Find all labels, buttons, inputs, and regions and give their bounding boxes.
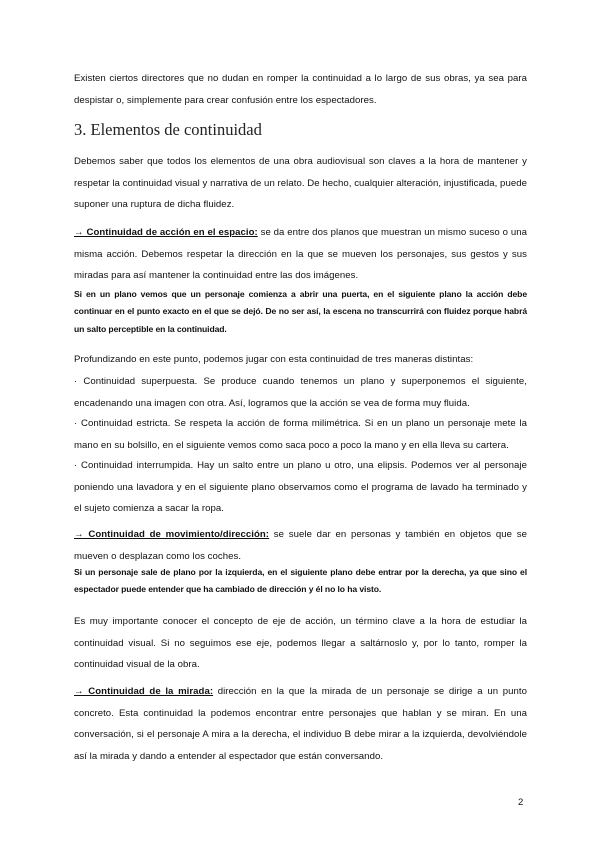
section-heading: 3. Elementos de continuidad <box>74 120 262 139</box>
space-continuity-lead: → Continuidad de acción en el espacio: <box>74 227 258 238</box>
space-continuity-example: Si en un plano vemos que un personaje comienza a abrir una puerta, en el siguiente plano la acción debe continuar en el punto exacto en el que se dejó. De no ser así, la escena no transcurrirá con fluidez porque habrá un salto perceptible en la continuidad. <box>74 289 527 334</box>
movement-continuity-lead: → Continuidad de movimiento/dirección: <box>74 529 270 540</box>
space-continuity-text: se da entre dos planos que muestran un mismo suceso o una misma acción. Debemos respetar la dirección en la que se mueven los personajes, sus gestos y sus miradas para así mantener la continuidad entre las dos imágenes. <box>74 227 527 281</box>
deep-item-superpuesta: · Continuidad superpuesta. Se produce cuando tenemos un plano y superponemos el siguiente, encadenando una imagen con otra. Así, logramos que la acción se vea de forma muy fluida. <box>74 376 527 409</box>
gaze-continuity-text: dirección en la que la mirada de un personaje se dirige a un punto concreto. Esta continuidad la podemos encontrar entre personajes que hablan y se miran. En una conversación, si el personaje A mira a la derecha, el individuo B debe mirar a la izquierda, devolviéndole así la mirada y dando a entender al espectador que están conversando. <box>74 686 527 762</box>
section-intro-paragraph: Debemos saber que todos los elementos de una obra audiovisual son claves a la hora de mantener y respetar la continuidad visual y narrativa de un relato. De hecho, cualquier alteración, injustificada, puede suponer una ruptura de dicha fluidez. <box>74 156 527 210</box>
intro-paragraph: Existen ciertos directores que no dudan en romper la continuidad a lo largo de sus obras, ya sea para despistar o, simplemente para crear confusión entre los espectadores. <box>74 73 527 106</box>
movement-continuity-example: Si un personaje sale de plano por la izquierda, en el siguiente plano debe entrar por la derecha, ya que sino el espectador puede entender que ha cambiado de dirección y él no lo ha visto. <box>74 567 527 595</box>
movement-continuity-paragraph <box>74 524 527 567</box>
movement-continuity-text: se suele dar en personas y también en objetos que se mueven o desplazan como los coches. <box>74 529 527 562</box>
space-continuity-paragraph <box>74 222 527 287</box>
gaze-continuity-paragraph <box>74 681 527 767</box>
gaze-continuity-lead: → Continuidad de la mirada: <box>74 686 214 697</box>
deep-item-interrumpida: · Continuidad interrumpida. Hay un salto entre un plano u otro, una elipsis. Podemos ver al personaje poniendo una lavadora y en el siguiente plano observamos como el programa de lavado ha terminado y el sujeto comienza a sacar la ropa. <box>74 460 527 514</box>
axis-paragraph: Es muy importante conocer el concepto de eje de acción, un término clave a la hora de estudiar la continuidad visual. Si no seguimos ese eje, podemos llegar a saltárnoslo y, por lo tanto, romper la continuidad visual de la obra. <box>74 616 527 670</box>
page-number: 2 <box>518 797 524 808</box>
deep-intro: Profundizando en este punto, podemos jugar con esta continuidad de tres maneras distintas: <box>74 354 474 365</box>
deep-item-estricta: · Continuidad estricta. Se respeta la acción de forma milimétrica. Si en un plano un personaje mete la mano en su bolsillo, en el siguiente vemos como saca poco a poco la mano y en ella lleva su cartera. <box>74 418 527 451</box>
